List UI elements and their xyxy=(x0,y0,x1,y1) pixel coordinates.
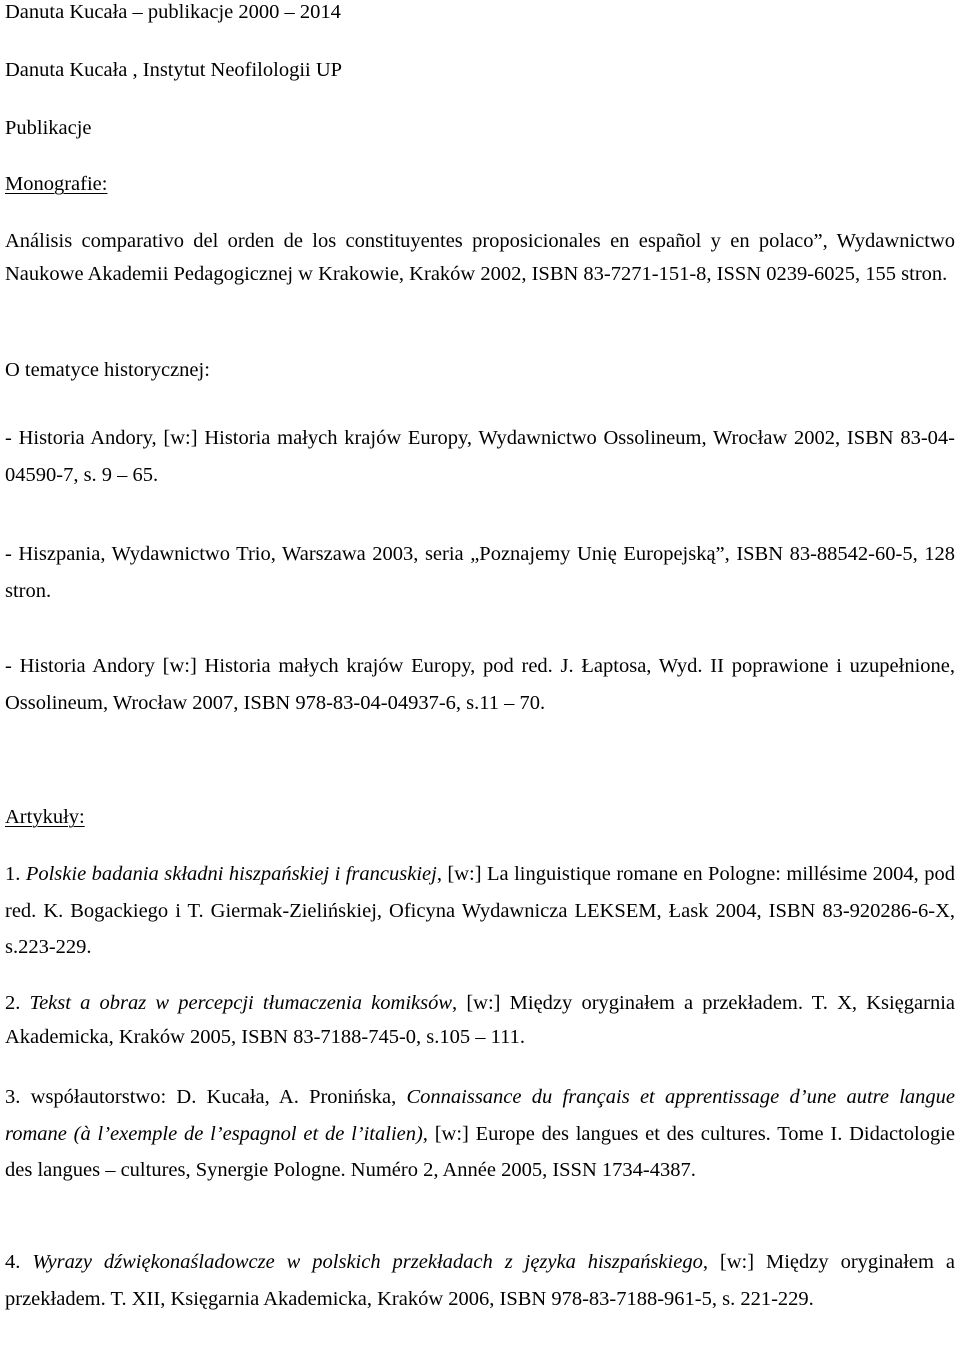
document-title: Danuta Kucała – publikacje 2000 – 2014 xyxy=(5,1,341,23)
article-title: Wyrazy dźwiękonaśladowcze w polskich przekładach z języka hiszpańskiego xyxy=(32,1251,703,1273)
history-item: - Historia Andory, [w:] Historia małych krajów Europy, Wydawnictwo Ossolineum, Wrocław 2002, ISBN 83-04-04590-7, s. 9 – 65. xyxy=(5,427,955,486)
article-title: Connaissance du français et apprentissage d’une autre langue romane (à l’exemple de l’espagnol et de l’italien), xyxy=(5,1086,956,1145)
article-number: 2. xyxy=(5,992,30,1014)
article-entry xyxy=(5,1244,955,1318)
history-item: - Historia Andory [w:] Historia małych krajów Europy, pod red. J. Łaptosa, Wyd. II poprawione i uzupełnione, Ossolineum, Wrocław 2007, ISBN 978-83-04-04937-6, s.11 – 70. xyxy=(5,655,955,714)
monograph-entry: Análisis comparativo del orden de los constituyentes proposicionales en español y en polaco”, Wydawnictwo Naukowe Akademii Pedagogicznej w Krakowie, Kraków 2002, ISBN 83-7271-151-8, ISSN 0239-6025, 155 stron. xyxy=(5,230,955,285)
section-monographs-heading: Monografie: xyxy=(5,173,108,195)
article-details: [w:] Europe des langues et des cultures. Tome I. Didactologie des langues – cultures, Synergie Pologne. Numéro 2, Année 2005, ISSN 1734-4387. xyxy=(5,1122,955,1181)
article-details: , [w:] La linguistique romane en Pologne: millésime 2004, pod red. K. Bogackiego i T. Giermak-Zielińskiej, Oficyna Wydawnicza LEKSEM, Łask 2004, ISBN 83-920286-6-X, s.223-229. xyxy=(5,863,955,958)
article-entry xyxy=(5,1079,955,1189)
article-number: 1. xyxy=(5,863,26,885)
article-number: 3. xyxy=(5,1086,31,1108)
article-entry xyxy=(5,856,955,966)
section-articles-heading: Artykuły: xyxy=(5,806,85,828)
section-publications: Publikacje xyxy=(5,117,92,139)
article-details: , [w:] Między oryginałem a przekładem. T. XII, Księgarnia Akademicka, Kraków 2006, ISBN 978-83-7188-961-5, s. 221-229. xyxy=(5,1251,955,1310)
article-details: , [w:] Między oryginałem a przekładem. T. X, Księgarnia Akademicka, Kraków 2005, ISBN 83-7188-745-0, s.105 – 111. xyxy=(5,992,955,1048)
history-heading: O tematyce historycznej: xyxy=(5,359,210,381)
author-line: Danuta Kucała , Instytut Neofilologii UP xyxy=(5,59,343,81)
article-entry xyxy=(5,986,955,1054)
article-coauthors: współautorstwo: D. Kucała, A. Pronińska, xyxy=(30,1086,407,1108)
article-number: 4. xyxy=(5,1251,33,1273)
article-title: Tekst a obraz w percepcji tłumaczenia komiksów xyxy=(29,992,453,1014)
article-title: Polskie badania składni hiszpańskiej i francuskiej xyxy=(25,863,437,885)
history-item: - Hiszpania, Wydawnictwo Trio, Warszawa 2003, seria „Poznajemy Unię Europejską”, ISBN 83-88542-60-5, 128 stron. xyxy=(5,543,955,602)
